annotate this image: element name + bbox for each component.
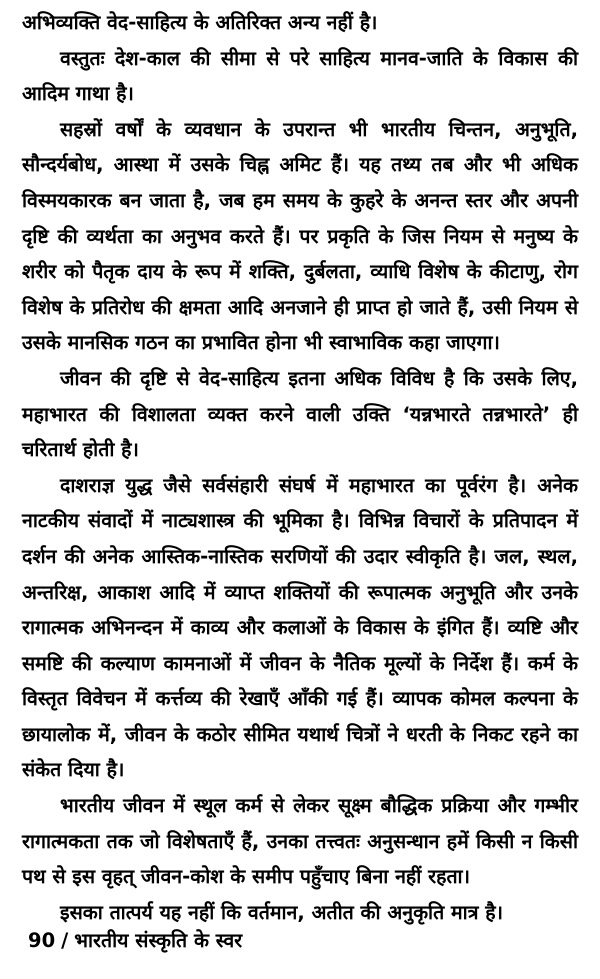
book-title: भारतीय संस्कृति के स्वर (74, 929, 243, 952)
paragraph-7: इसका तात्पर्य यह नहीं कि वर्तमान, अतीत की अनुकृति मात्र है। (60, 900, 504, 924)
page-number: 90 (28, 929, 56, 952)
paragraph-2: वस्तुतः देश-काल की सीमा से परे साहित्य मानव-जाति के विकास की आदिम गाथा है। (22, 46, 578, 106)
paragraph-3: सहस्रों वर्षों के व्यवधान के उपरान्त भी भारतीय चिन्तन, अनुभूति, सौन्दर्यबोध, आस्था में उसके चिह्न अमिट हैं। यह तथ्य तब और भी अधिक विस्मयकारक बन जाता है, जब हम समय के कुहरे के अनन्त स्तर और अपनी दृष्टि की व्यर्थता का अनुभव करते हैं। पर प्रकृति के जिस नियम से मनुष्य के शरीर को पैतृक दाय के रूप में शक्ति, दुर्बलता, व्याधि विशेष के कीटाणु, रोग विशेष के प्रतिरोध की क्षमता आदि अनजाने ही प्राप्त हो जाते हैं, उसी नियम से उसके मानसिक गठन का प्रभावित होना भी स्वाभाविक कहा जाएगा। (22, 117, 578, 355)
paragraph-4: जीवन की दृष्टि से वेद-साहित्य इतना अधिक विविध है कि उसके लिए, महाभारत की विशालता व्यक्त करने वाली उक्ति ‘यन्नभारते तन्नभारते’ ही चरितार्थ होती है। (22, 366, 578, 462)
paragraph-1: अभिव्यक्ति वेद-साहित्य के अतिरिक्त अन्य नहीं है। (22, 11, 378, 34)
paragraph-6: भारतीय जीवन में स्थूल कर्म से लेकर सूक्ष्म बौद्धिक प्रक्रिया और गम्भीर रागात्मकता तक जो विशेषताएँ हैं, उनका तत्त्वतः अनुसन्धान हमें किसी न किसी पथ से इस वृहत् जीवन-कोश के समीप पहुँचाए बिना नहीं रहता। (22, 794, 578, 889)
footer-separator: / (61, 929, 69, 952)
page-footer (28, 926, 242, 956)
body-text (22, 5, 578, 930)
paragraph-5: दाशराज्ञ युद्ध जैसे सर्वसंहारी संघर्ष में महाभारत का पूर्वरंग है। अनेक नाटकीय संवादों में नाट्यशास्त्र की भूमिका है। विभिन्न विचारों के प्रतिपादन में दर्शन की अनेक आस्तिक-नास्तिक सरणियों की उदार स्वीकृति है। जल, स्थल, अन्तरिक्ष, आकाश आदि में व्याप्त शक्तियों की रूपात्मक अनुभूति और उनके रागात्मक अभिनन्दन में काव्य और कलाओं के विकास के इंगित हैं। व्यष्टि और समष्टि की कल्याण कामनाओं में जीवन के नैतिक मूल्यों के निर्देश हैं। कर्म के विस्तृत विवेचन में कर्त्तव्य की रेखाएँ आँकी गई हैं। व्यापक कोमल कल्पना के छायालोक में, जीवन के कठोर सीमित यथार्थ चित्रों ने धरती के निकट रहने का संकेत दिया है। (22, 473, 578, 782)
